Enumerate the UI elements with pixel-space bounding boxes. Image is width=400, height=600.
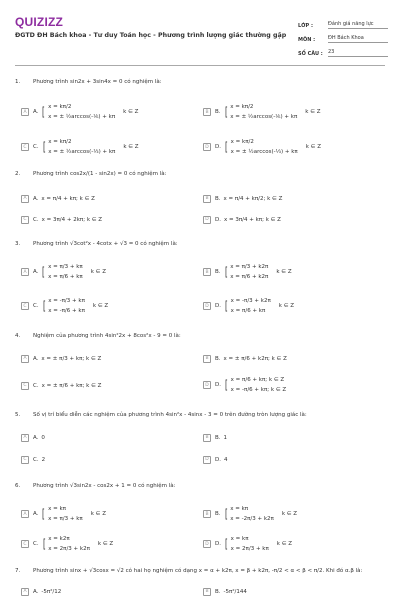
q2-option-a[interactable]: A A. x = π/4 + kπ; k ∈ Z xyxy=(21,195,95,203)
q6-option-c[interactable]: C C. [ x = k2π x = 2π/3 + k2π k ∈ Z xyxy=(21,536,113,553)
q4-option-b[interactable]: B B. x = ± π/6 + k2π; k ∈ Z xyxy=(203,355,287,363)
quizizz-logo: QUIZIZZ xyxy=(15,15,64,29)
q3-option-b[interactable]: B B. [ x = π/3 + k2π x = π/6 + k2π k ∈ Z xyxy=(203,264,292,281)
question-4: 4. Nghiệm của phương trình 4sin²2x + 8cos²x - 9 = 0 là: xyxy=(15,333,181,339)
question-2: 2. Phương trình cos2x/(1 - sin2x) = 0 có nghiệm là: xyxy=(15,171,167,177)
meta-subject: MÔN : ĐH Bách Khoa xyxy=(298,29,388,43)
page-title: ĐGTD ĐH Bách khoa - Tư duy Toán học - Phương trình lượng giác thường gặp xyxy=(15,32,287,39)
q2-option-c[interactable]: C C. x = 3π/4 + 2kπ; k ∈ Z xyxy=(21,216,102,224)
q4-option-a[interactable]: A A. x = ± π/3 + kπ; k ∈ Z xyxy=(21,355,101,363)
question-5: 5. Số vị trí biểu diễn các nghiệm của phương trình 4sin²x - 4sinx - 3 = 0 trên đường tròn lượng giác là: xyxy=(15,412,307,418)
q3-option-a[interactable]: A A. [ x = π/3 + kπ x = π/6 + kπ k ∈ Z xyxy=(21,264,106,281)
q4-option-d[interactable]: D D. [ x = π/6 + kπ; k ∈ Z x = -π/6 + kπ; k ∈ Z xyxy=(203,377,286,394)
q5-option-c[interactable]: C C. 2 xyxy=(21,456,45,464)
q1-option-d[interactable]: D D. [ x = kπ/2 x = ± ½arccos(-⅓) + kπ k ∈ Z xyxy=(203,139,321,156)
q5-option-b[interactable]: B B. 1 xyxy=(203,434,227,442)
q6-option-b[interactable]: B B. [ x = kπ x = -2π/3 + k2π k ∈ Z xyxy=(203,506,297,523)
meta-count: SỐ CÂU : 23 xyxy=(298,43,388,57)
question-3: 3. Phương trình √3cot²x - 4cotx + √3 = 0 có nghiệm là: xyxy=(15,241,178,247)
q1-option-b[interactable]: B B. [ x = kπ/2 x = ± ½arccos(-⅙) + kπ k ∈ Z xyxy=(203,104,321,121)
q3-option-d[interactable]: D D. [ x = -π/3 + k2π x = π/6 + kπ k ∈ Z xyxy=(203,298,294,315)
q5-option-d[interactable]: D D. 4 xyxy=(203,456,227,464)
q2-option-b[interactable]: B B. x = π/4 + kπ/2; k ∈ Z xyxy=(203,195,282,203)
q3-option-c[interactable]: C C. [ x = -π/3 + kπ x = -π/6 + kπ k ∈ Z xyxy=(21,298,108,315)
question-1: 1. Phương trình sin2x + 3sin4x = 0 có nghiệm là: xyxy=(15,79,162,85)
q6-option-a[interactable]: A A. [ x = kπ x = π/3 + kπ k ∈ Z xyxy=(21,506,106,523)
q1-option-a[interactable]: A A. [ x = kπ/2 x = ± ½arccos(-⅙) + kπ k ∈ Z xyxy=(21,104,138,121)
question-6: 6. Phương trình √3sin2x - cos2x + 1 = 0 có nghiệm là: xyxy=(15,483,176,489)
meta-class: LỚP : Đánh giá năng lực xyxy=(298,15,388,29)
meta-fields xyxy=(298,15,388,57)
header-divider xyxy=(15,65,385,66)
q6-option-d[interactable]: D D. [ x = kπ x = 2π/3 + kπ k ∈ Z xyxy=(203,536,292,553)
q5-option-a[interactable]: A A. 0 xyxy=(21,434,45,442)
q4-option-c[interactable]: C C. x = ± π/6 + kπ; k ∈ Z xyxy=(21,382,101,390)
q1-option-c[interactable]: C C. [ x = kπ/2 x = ± ½arccos(-⅓) + kπ k ∈ Z xyxy=(21,139,139,156)
q2-option-d[interactable]: D D. x = 3π/4 + kπ; k ∈ Z xyxy=(203,216,281,224)
question-7: 7. Phương trình sinx + √3cosx = √2 có hai họ nghiệm có dạng x = α + k2π, x = β + k2π, -π/2 < α < β < π/2. Khi đó α.β là: xyxy=(15,568,363,574)
q7-option-a[interactable]: A A. -5π²/12 xyxy=(21,588,61,596)
q7-option-b[interactable]: B B. -5π²/144 xyxy=(203,588,247,596)
